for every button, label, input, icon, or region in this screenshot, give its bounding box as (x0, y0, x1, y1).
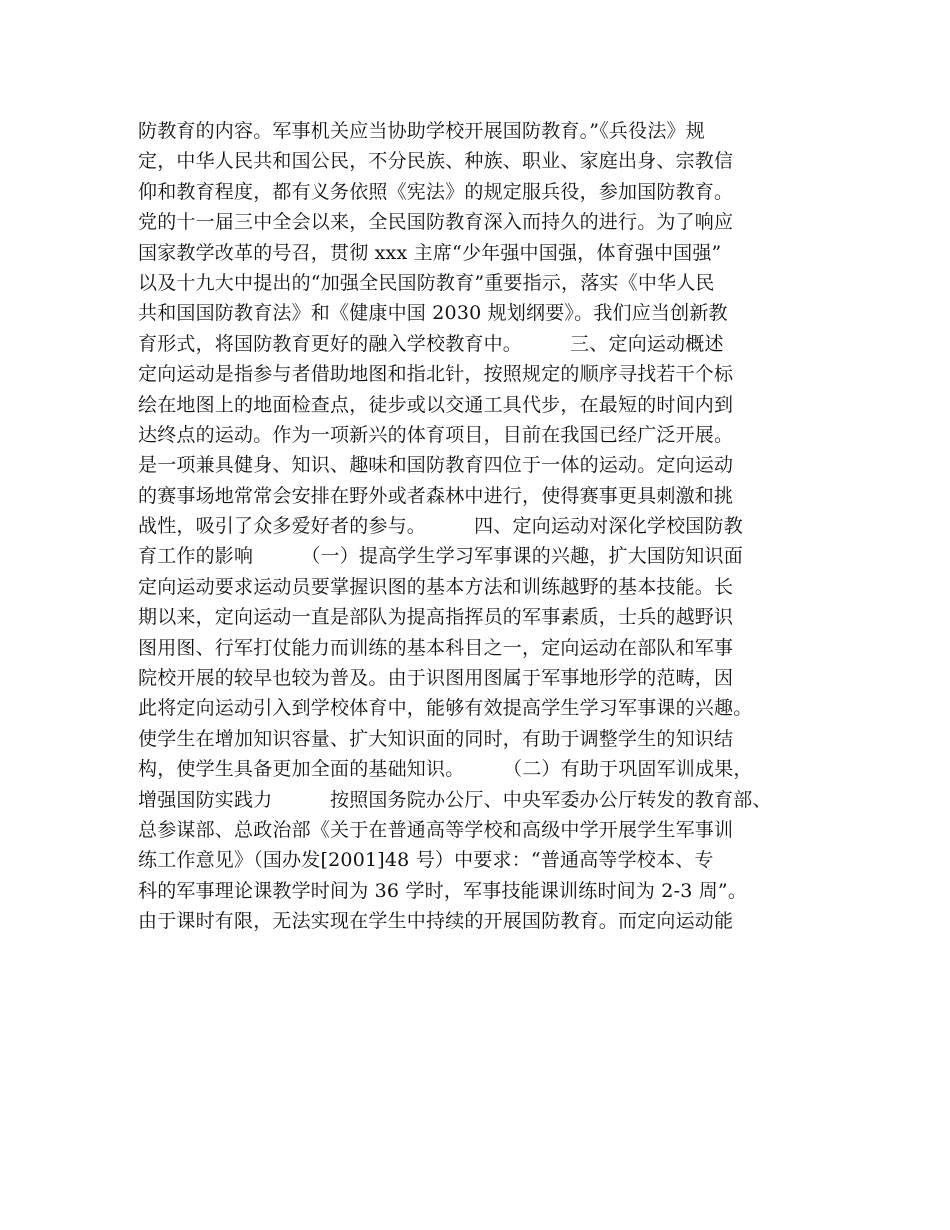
text-line: 以及十九大中提出的“加强全民国防教育”重要指示，落实《中华人民 (138, 271, 715, 294)
text-line: 期以来，定向运动一直是部队为提高指挥员的军事素质，士兵的越野识 (138, 606, 734, 629)
text-line: 的赛事场地常常会安排在野外或者森林中进行，使得赛事更具刺激和挑 (138, 484, 734, 507)
text-line: 仰和教育程度，都有义务依照《宪法》的规定服兵役，参加国防教育。 (138, 180, 734, 203)
text-line: 增强国防实践力 按照国务院办公厅、中央军委办公厅转发的教育部、 (138, 788, 772, 811)
text-line: 定，中华人民共和国公民，不分民族、种族、职业、家庭出身、宗教信 (138, 150, 734, 173)
text-line: 图用图、行军打仗能力而训练的基本科目之一，定向运动在部队和军事 (138, 636, 734, 659)
text-line: 达终点的运动。作为一项新兴的体育项目，目前在我国已经广泛开展。 (138, 423, 734, 446)
text-line: 共和国国防教育法》和《健康中国 2030 规划纲要》。我们应当创新教 (138, 302, 728, 325)
text-line: 防教育的内容。军事机关应当协助学校开展国防教育。”《兵役法》规 (138, 120, 705, 142)
text-line: 是一项兼具健身、知识、趣味和国防教育四位于一体的运动。定向运动 (138, 454, 734, 477)
text-line: 育形式，将国防教育更好的融入学校教育中。 三、定向运动概述 (138, 332, 724, 355)
text-line: 练工作意见》（国办发[2001]48 号）中要求：“普通高等学校本、专 (138, 849, 714, 872)
text-line: 院校开展的较早也较为普及。由于识图用图属于军事地形学的范畴，因 (138, 667, 734, 690)
text-line: 战性，吸引了众多爱好者的参与。 四、定向运动对深化学校国防教 (138, 515, 743, 538)
text-line: 定向运动是指参与者借助地图和指北针，按照规定的顺序寻找若干个标 (138, 363, 734, 386)
text-line: 构，使学生具备更加全面的基础知识。 （二）有助于巩固军训成果， (138, 758, 753, 781)
text-line: 使学生在增加知识容量、扩大知识面的同时，有助于调整学生的知识结 (138, 727, 734, 750)
text-line: 党的十一届三中全会以来，全民国防教育深入而持久的进行。为了响应 (138, 211, 734, 234)
text-line: 育工作的影响 （一）提高学生学习军事课的兴趣，扩大国防知识面 (138, 545, 743, 568)
text-line: 由于课时有限，无法实现在学生中持续的开展国防教育。而定向运动能 (138, 910, 734, 933)
text-line: 国家教学改革的号召，贯彻 xxx 主席“少年强中国强，体育强中国强” (138, 241, 722, 264)
text-line: 科的军事理论课教学时间为 36 学时，军事技能课训练时间为 2-3 周”。 (138, 879, 748, 902)
text-line: 绘在地图上的地面检查点，徒步或以交通工具代步，在最短的时间内到 (138, 393, 734, 416)
text-line: 定向运动要求运动员要掌握识图的基本方法和训练越野的基本技能。长 (138, 575, 734, 598)
body-text (138, 116, 828, 937)
text-line: 此将定向运动引入到学校体育中，能够有效提高学生学习军事课的兴趣。 (138, 697, 753, 720)
text-line: 总参谋部、总政治部《关于在普通高等学校和高级中学开展学生军事训 (138, 818, 734, 841)
